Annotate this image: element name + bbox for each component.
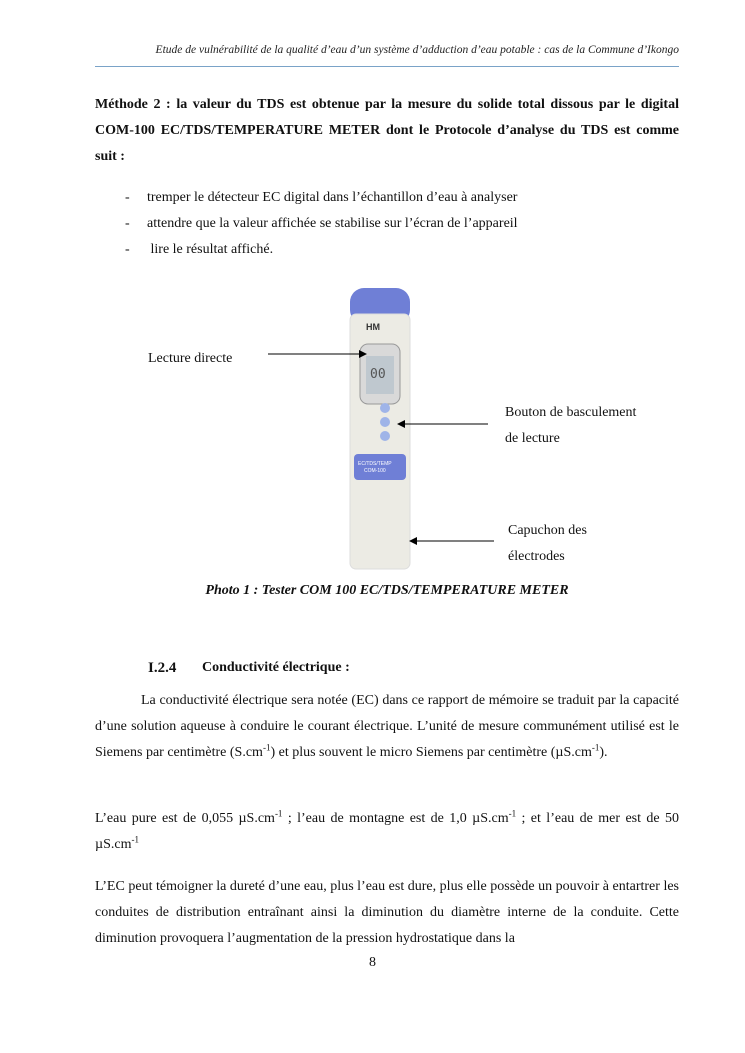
p2-part-c: ; et l’eau de mer est de 50 µS.cm <box>95 811 680 852</box>
label-bouton-line2: de lecture <box>505 431 560 446</box>
brand-logo: HM <box>366 322 380 332</box>
methode-intro: Méthode 2 : la valeur du TDS est obtenue par la mesure du solide total dissous par le digital COM-100 EC/TDS/TEMPERATURE METER dont le Protocole d’analyse du TDS est comme suit : <box>95 97 679 164</box>
label-capuchon-line2: électrodes <box>508 549 565 564</box>
label-lecture-directe: Lecture directe <box>148 351 233 366</box>
p2-part-a: L’eau pure est de 0,055 µS.cm <box>95 811 275 826</box>
page-number: 8 <box>369 955 376 970</box>
p2-sup-1: -1 <box>274 808 283 819</box>
p1-part-b: ) et plus souvent le micro Siemens par centimètre (µS.cm <box>270 745 592 760</box>
lcd-digits: 00 <box>370 367 386 382</box>
p1-part-c: ). <box>599 745 608 760</box>
p2-part-b: ; l’eau de montagne est de 1,0 µS.cm <box>282 811 509 826</box>
p2-sup-2: -1 <box>508 808 517 819</box>
paragraph-durete: L’EC peut témoigner la dureté d’une eau, plus l’eau est dure, plus elle possède un pouvoir à entartrer les conduites de distribution entraînant ainsi la diminution du diamètre interne de la conduite. Cette diminution provoquera l’augmentation de la pression hydrostatique dans la <box>95 879 679 946</box>
label-capuchon-line1: Capuchon des <box>508 523 587 538</box>
label-bouton-line1: Bouton de basculement <box>505 405 637 420</box>
p2-sup-3: -1 <box>131 834 139 845</box>
running-header: Etude de vulnérabilité de la qualité d’eau d’un système d’adduction d’eau potable : cas de la Commune d’Ikongo <box>155 44 679 56</box>
dash-marker: - <box>125 242 130 257</box>
photo-caption: Photo 1 : Tester COM 100 EC/TDS/TEMPERATURE METER <box>205 583 569 598</box>
model-line-2: COM-100 <box>364 468 386 474</box>
dash-marker: - <box>125 190 130 205</box>
section-title: Conductivité électrique : <box>202 660 350 675</box>
dash-marker: - <box>125 216 130 231</box>
step-3-text: lire le résultat affiché. <box>147 242 274 257</box>
p1-sup-1: -1 <box>262 742 271 753</box>
step-1-text: tremper le détecteur EC digital dans l’échantillon d’eau à analyser <box>147 190 518 205</box>
paragraph-conductivite <box>95 688 679 766</box>
p1-part-a: La conductivité électrique sera notée (EC) dans ce rapport de mémoire se traduit par la capacité d’une solution aqueuse à conduire le courant électrique. L’unité de mesure communément utilisé est le Siemens par centimètre (S.cm <box>95 693 679 760</box>
p1-sup-2: -1 <box>591 742 600 753</box>
paragraph-valeurs <box>95 806 679 858</box>
section-number: I.2.4 <box>148 660 177 676</box>
step-2-text: attendre que la valeur affichée se stabilise sur l’écran de l’appareil <box>147 216 518 231</box>
model-line-1: EC/TDS/TEMP <box>358 461 392 467</box>
